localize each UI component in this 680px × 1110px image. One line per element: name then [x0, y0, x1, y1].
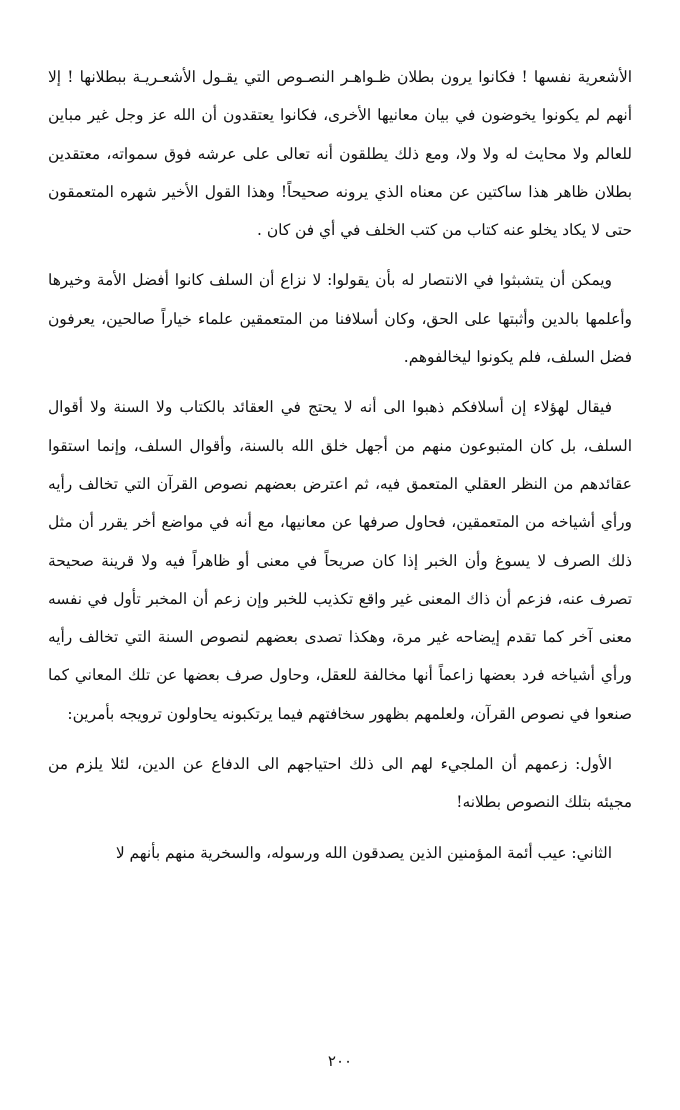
- paragraph-1: الأشعرية نفسها ! فكانوا يرون بطلان ظـواهـر النصـوص التي يقـول الأشعـريـة ببطلانها ! إلا أنهم لم يكونوا يخوضون في بيان معانيها الأخرى، فكانوا يعتقدون أن الله عز وجل غير مباين للعالم ولا محايث له ولا ولا، ومع ذلك يطلقون أنه تعالى على عرشه فوق سمواته، معتقدين بطلان ظاهر هذا ساكتين عن معناه الذي يرونه صحيحاً! وهذا القول الأخير شهره المتعمقون حتى لا يكاد يخلو عنه كتاب من كتب الخلف في أي فن كان .: [48, 68, 632, 240]
- paragraph-4: الأول: زعمهم أن الملجيء لهم الى ذلك احتياجهم الى الدفاع عن الدين، لئلا يلزم من مجيئه بتلك النصوص بطلانه!: [48, 755, 632, 812]
- page-number: ٢٠٠: [327, 1052, 353, 1070]
- paragraph-2: ويمكن أن يتشبثوا في الانتصار له بأن يقولوا: لا نزاع أن السلف كانوا أفضل الأمة وخيرها وأعلمها بالدين وأثبتها على الحق، وكان أسلافنا من المتعمقين علماء خياراً صالحين، يعرفون فضل السلف، فلم يكونوا ليخالفوهم.: [48, 271, 632, 367]
- paragraph-3: فيقال لهؤلاء إن أسلافكم ذهبوا الى أنه لا يحتج في العقائد بالكتاب ولا السنة ولا أقوال السلف، بل كان المتبوعون منهم من أجهل خلق الله بالسنة، وأقوال السلف، وإنما استقوا عقائدهم من النظر العقلي المتعمق فيه، ثم اعترض بعضهم نصوص القرآن التي تخالف رأيه ورأي أشياخه من المتعمقين، فحاول صرفها عن معانيها، مع أنه في مواضع أخر يقرر أن مثل ذلك الصرف لا يسوغ وأن الخبر إذا كان صريحاً في معنى أو ظاهراً فيه ولا قرينة صحيحة تصرف عنه، فزعم أن ذاك المعنى غير واقع تكذيب للخبر وإن زعم أن المخبر تأول في نفسه معنى آخر كما تقدم إيضاحه غير مرة، وهكذا تصدى بعضهم لنصوص السنة التي تخالف رأيه ورأي أشياخه فرد بعضها زاعماً أنها مخالفة للعقل، وحاول صرف بعضها عن تلك المعاني كما صنعوا في نصوص القرآن، ولعلمهم بظهور سخافتهم فيما يرتكبونه يحاولون ترويجه بأمرين:: [48, 398, 632, 723]
- paragraph-5: الثاني: عيب أئمة المؤمنين الذين يصدقون الله ورسوله، والسخرية منهم بأنهم لا: [115, 843, 612, 862]
- page-body: [48, 58, 632, 872]
